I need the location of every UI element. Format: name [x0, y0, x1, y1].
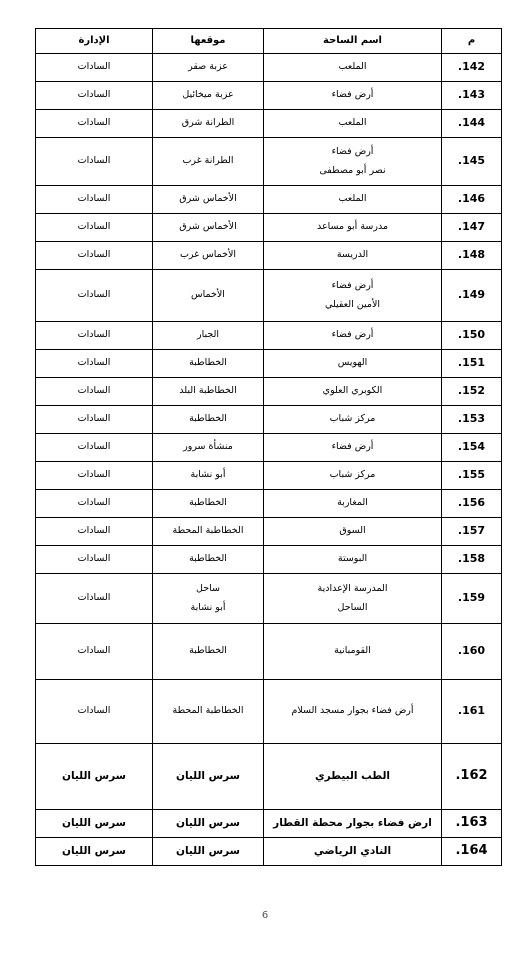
table-row: [36, 270, 502, 322]
cell-location: [153, 406, 264, 434]
cell-name: [264, 82, 442, 110]
cell-num: 153.: [442, 406, 502, 434]
table-row: [36, 378, 502, 406]
location-line: الأخماس شرق: [179, 193, 237, 205]
location-line: الأخماس غرب: [179, 249, 237, 261]
location-line: سرس الليان: [175, 817, 241, 830]
cell-name: [264, 518, 442, 546]
name-line: أرض فضاء: [331, 329, 374, 341]
cell-num: 162.: [442, 744, 502, 810]
cell-name: [264, 322, 442, 350]
cell-admin: السادات: [36, 350, 153, 378]
name-line: الأمين العقيلي: [324, 298, 381, 310]
table-row: [36, 490, 502, 518]
cell-num: 164.: [442, 838, 502, 866]
name-line: القومبانية: [334, 645, 371, 657]
name-line: مدرسة أبو مساعد: [316, 221, 389, 233]
location-line: الجبار: [196, 329, 219, 341]
table-row: [36, 462, 502, 490]
cell-name: [264, 680, 442, 744]
table-row: [36, 186, 502, 214]
name-line: الكوبري العلوي: [322, 385, 383, 397]
name-line: الطب البيطري: [314, 770, 391, 783]
location-line: الخطاطبة البلد: [179, 385, 237, 397]
cell-num: 144.: [442, 110, 502, 138]
cell-num: 150.: [442, 322, 502, 350]
cell-name: [264, 186, 442, 214]
location-line: الخطاطبة المحطة: [172, 705, 244, 717]
location-line: منشأة سرور: [183, 441, 233, 453]
cell-location: [153, 546, 264, 574]
name-line: ارض فضاء بجوار محطة القطار: [273, 817, 432, 830]
name-line: الملعب: [338, 117, 367, 129]
table-row: [36, 574, 502, 624]
name-line: أرض فضاء بجوار مسجد السلام: [291, 705, 414, 717]
cell-name: [264, 378, 442, 406]
cell-location: [153, 378, 264, 406]
table-row: [36, 406, 502, 434]
cell-admin: السادات: [36, 110, 153, 138]
table-row: [36, 434, 502, 462]
cell-num: 143.: [442, 82, 502, 110]
cell-num: 152.: [442, 378, 502, 406]
cell-num: 146.: [442, 186, 502, 214]
cell-location: [153, 242, 264, 270]
cell-admin: سرس الليان: [36, 810, 153, 838]
name-line: أرض فضاء: [331, 145, 374, 157]
location-line: أبو نشابة: [190, 601, 226, 613]
header-num: م: [442, 29, 502, 54]
cell-num: 158.: [442, 546, 502, 574]
table-row: [36, 322, 502, 350]
cell-location: [153, 214, 264, 242]
table-row: [36, 214, 502, 242]
header-name: اسم الساحة: [264, 29, 442, 54]
cell-name: [264, 624, 442, 680]
location-line: الأخماس شرق: [179, 221, 237, 233]
name-line: السوق: [339, 525, 366, 537]
cell-name: [264, 138, 442, 186]
cell-location: [153, 54, 264, 82]
cell-num: 155.: [442, 462, 502, 490]
name-line: الهويس: [337, 357, 368, 369]
cell-name: [264, 838, 442, 866]
cell-name: [264, 490, 442, 518]
cell-admin: السادات: [36, 624, 153, 680]
header-admin: الإدارة: [36, 29, 153, 54]
cell-location: [153, 574, 264, 624]
cell-admin: السادات: [36, 574, 153, 624]
cell-admin: السادات: [36, 214, 153, 242]
cell-num: 148.: [442, 242, 502, 270]
cell-location: [153, 270, 264, 322]
location-line: سرس الليان: [175, 770, 241, 783]
cell-num: 156.: [442, 490, 502, 518]
cell-location: [153, 186, 264, 214]
cell-name: [264, 270, 442, 322]
cell-admin: السادات: [36, 82, 153, 110]
location-line: الخطاطبة: [189, 413, 227, 425]
location-line: سرس الليان: [175, 845, 241, 858]
cell-location: [153, 680, 264, 744]
table-row: [36, 810, 502, 838]
location-line: الخطاطبة: [189, 357, 227, 369]
cell-num: 149.: [442, 270, 502, 322]
cell-admin: السادات: [36, 406, 153, 434]
cell-admin: السادات: [36, 186, 153, 214]
name-line: نصر أبو مصطفى: [319, 164, 386, 176]
location-line: الخطاطبة المحطة: [172, 525, 244, 537]
cell-location: [153, 490, 264, 518]
cell-name: [264, 462, 442, 490]
location-line: أبو نشابة: [190, 469, 226, 481]
location-line: الأخماس: [191, 289, 225, 301]
cell-admin: السادات: [36, 270, 153, 322]
name-line: الساحل: [337, 601, 368, 613]
cell-admin: السادات: [36, 138, 153, 186]
cell-name: [264, 110, 442, 138]
cell-admin: سرس الليان: [36, 744, 153, 810]
cell-name: [264, 574, 442, 624]
cell-name: [264, 434, 442, 462]
cell-location: [153, 82, 264, 110]
cell-admin: السادات: [36, 546, 153, 574]
cell-location: [153, 434, 264, 462]
cell-location: [153, 838, 264, 866]
name-line: أرض فضاء: [331, 279, 374, 291]
cell-admin: السادات: [36, 378, 153, 406]
name-line: أرض فضاء: [331, 441, 374, 453]
location-line: الخطاطبة: [189, 497, 227, 509]
location-line: عزبة صقر: [188, 61, 228, 73]
name-line: الدريسة: [336, 249, 369, 261]
cell-admin: السادات: [36, 518, 153, 546]
name-line: المدرسة الإعدادية: [317, 582, 388, 594]
location-line: ساحل: [196, 582, 220, 594]
cell-admin: سرس الليان: [36, 838, 153, 866]
cell-location: [153, 110, 264, 138]
table-row: [36, 546, 502, 574]
table-body: [36, 54, 502, 866]
cell-location: [153, 744, 264, 810]
cell-name: [264, 406, 442, 434]
table-row: [36, 242, 502, 270]
name-line: مركز شباب: [329, 413, 376, 425]
cell-location: [153, 322, 264, 350]
name-line: البوستة: [337, 553, 368, 565]
cell-admin: السادات: [36, 490, 153, 518]
table-row: [36, 838, 502, 866]
cell-name: [264, 744, 442, 810]
table-row: [36, 350, 502, 378]
table-row: [36, 744, 502, 810]
name-line: المغاربة: [337, 497, 368, 509]
cell-name: [264, 214, 442, 242]
table-row: [36, 518, 502, 546]
header-row: [36, 29, 502, 54]
cell-location: [153, 350, 264, 378]
name-line: الملعب: [338, 193, 367, 205]
header-location: موقعها: [153, 29, 264, 54]
cell-num: 159.: [442, 574, 502, 624]
cell-admin: السادات: [36, 680, 153, 744]
location-line: الطرانة شرق: [181, 117, 235, 129]
cell-num: 154.: [442, 434, 502, 462]
cell-location: [153, 518, 264, 546]
name-line: النادي الرياضي: [313, 845, 392, 858]
cell-name: [264, 242, 442, 270]
cell-name: [264, 350, 442, 378]
location-line: الخطاطبة: [189, 645, 227, 657]
squares-table: [35, 28, 502, 866]
cell-location: [153, 462, 264, 490]
cell-num: 161.: [442, 680, 502, 744]
cell-admin: السادات: [36, 434, 153, 462]
location-line: الطرانة غرب: [182, 155, 234, 167]
location-line: الخطاطبة: [189, 553, 227, 565]
cell-name: [264, 810, 442, 838]
cell-num: 147.: [442, 214, 502, 242]
name-line: مركز شباب: [329, 469, 376, 481]
name-line: أرض فضاء: [331, 89, 374, 101]
table-row: [36, 624, 502, 680]
cell-num: 142.: [442, 54, 502, 82]
cell-admin: السادات: [36, 242, 153, 270]
cell-location: [153, 138, 264, 186]
cell-location: [153, 624, 264, 680]
cell-name: [264, 546, 442, 574]
table-row: [36, 680, 502, 744]
page-number: 6: [261, 910, 269, 921]
cell-num: 163.: [442, 810, 502, 838]
cell-num: 160.: [442, 624, 502, 680]
location-line: عزبة ميخائيل: [182, 89, 234, 101]
cell-num: 157.: [442, 518, 502, 546]
table-row: [36, 138, 502, 186]
cell-admin: السادات: [36, 462, 153, 490]
cell-num: 151.: [442, 350, 502, 378]
table-row: [36, 82, 502, 110]
cell-admin: السادات: [36, 54, 153, 82]
table-row: [36, 54, 502, 82]
table-row: [36, 110, 502, 138]
cell-num: 145.: [442, 138, 502, 186]
cell-admin: السادات: [36, 322, 153, 350]
cell-location: [153, 810, 264, 838]
name-line: الملعب: [338, 61, 367, 73]
cell-name: [264, 54, 442, 82]
